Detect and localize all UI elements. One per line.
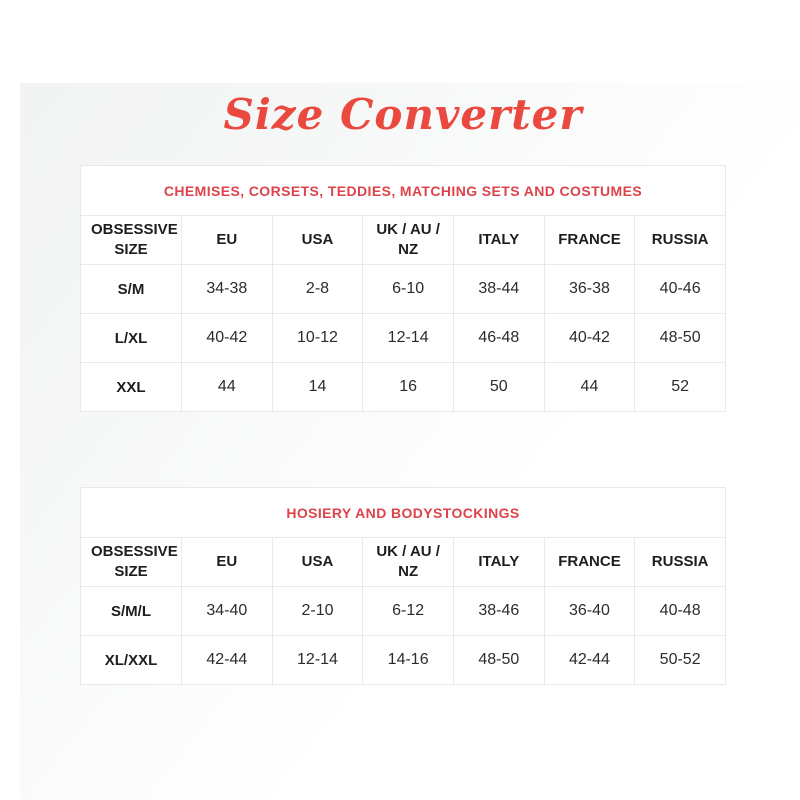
size-table-chemises	[80, 165, 726, 412]
column-header: USA	[272, 538, 363, 587]
column-header: OBSESSIVE SIZE	[81, 216, 182, 265]
size-value-cell: 36-40	[544, 587, 635, 636]
size-value-cell: 6-10	[363, 265, 454, 314]
size-value-cell: 46-48	[453, 314, 544, 363]
size-table-hosiery	[80, 487, 726, 685]
size-row-label: XL/XXL	[81, 636, 182, 685]
table-row	[81, 363, 726, 412]
size-value-cell: 2-8	[272, 265, 363, 314]
size-value-cell: 38-46	[453, 587, 544, 636]
size-value-cell: 12-14	[363, 314, 454, 363]
size-value-cell: 14-16	[363, 636, 454, 685]
size-value-cell: 40-42	[544, 314, 635, 363]
size-row-label: S/M	[81, 265, 182, 314]
column-header: EU	[182, 216, 273, 265]
size-value-cell: 52	[635, 363, 726, 412]
size-value-cell: 34-40	[182, 587, 273, 636]
column-header: UK / AU / NZ	[363, 216, 454, 265]
column-header: EU	[182, 538, 273, 587]
page-title: Size Converter	[223, 90, 583, 139]
size-value-cell: 2-10	[272, 587, 363, 636]
size-value-cell: 16	[363, 363, 454, 412]
size-value-cell: 48-50	[635, 314, 726, 363]
table-section-title-row	[81, 488, 726, 538]
size-row-label: XXL	[81, 363, 182, 412]
column-header: ITALY	[453, 538, 544, 587]
size-value-cell: 50-52	[635, 636, 726, 685]
size-value-cell: 44	[544, 363, 635, 412]
table-row	[81, 314, 726, 363]
column-header: OBSESSIVE SIZE	[81, 538, 182, 587]
table-header-row	[81, 538, 726, 587]
size-value-cell: 38-44	[453, 265, 544, 314]
size-value-cell: 40-46	[635, 265, 726, 314]
size-value-cell: 36-38	[544, 265, 635, 314]
column-header: UK / AU / NZ	[363, 538, 454, 587]
size-value-cell: 42-44	[182, 636, 273, 685]
table-section-title: CHEMISES, CORSETS, TEDDIES, MATCHING SETS AND COSTUMES	[81, 166, 726, 216]
size-value-cell: 40-48	[635, 587, 726, 636]
table-row	[81, 265, 726, 314]
size-value-cell: 48-50	[453, 636, 544, 685]
size-value-cell: 44	[182, 363, 273, 412]
table-header-row	[81, 216, 726, 265]
column-header: FRANCE	[544, 538, 635, 587]
size-value-cell: 6-12	[363, 587, 454, 636]
table-section-title-row	[81, 166, 726, 216]
table-row	[81, 636, 726, 685]
size-row-label: L/XL	[81, 314, 182, 363]
column-header: RUSSIA	[635, 538, 726, 587]
size-value-cell: 50	[453, 363, 544, 412]
size-value-cell: 40-42	[182, 314, 273, 363]
column-header: RUSSIA	[635, 216, 726, 265]
size-value-cell: 42-44	[544, 636, 635, 685]
size-value-cell: 14	[272, 363, 363, 412]
table-section-title: HOSIERY AND BODYSTOCKINGS	[81, 488, 726, 538]
size-value-cell: 34-38	[182, 265, 273, 314]
size-row-label: S/M/L	[81, 587, 182, 636]
column-header: ITALY	[453, 216, 544, 265]
column-header: FRANCE	[544, 216, 635, 265]
size-value-cell: 12-14	[272, 636, 363, 685]
table-row	[81, 587, 726, 636]
column-header: USA	[272, 216, 363, 265]
size-value-cell: 10-12	[272, 314, 363, 363]
